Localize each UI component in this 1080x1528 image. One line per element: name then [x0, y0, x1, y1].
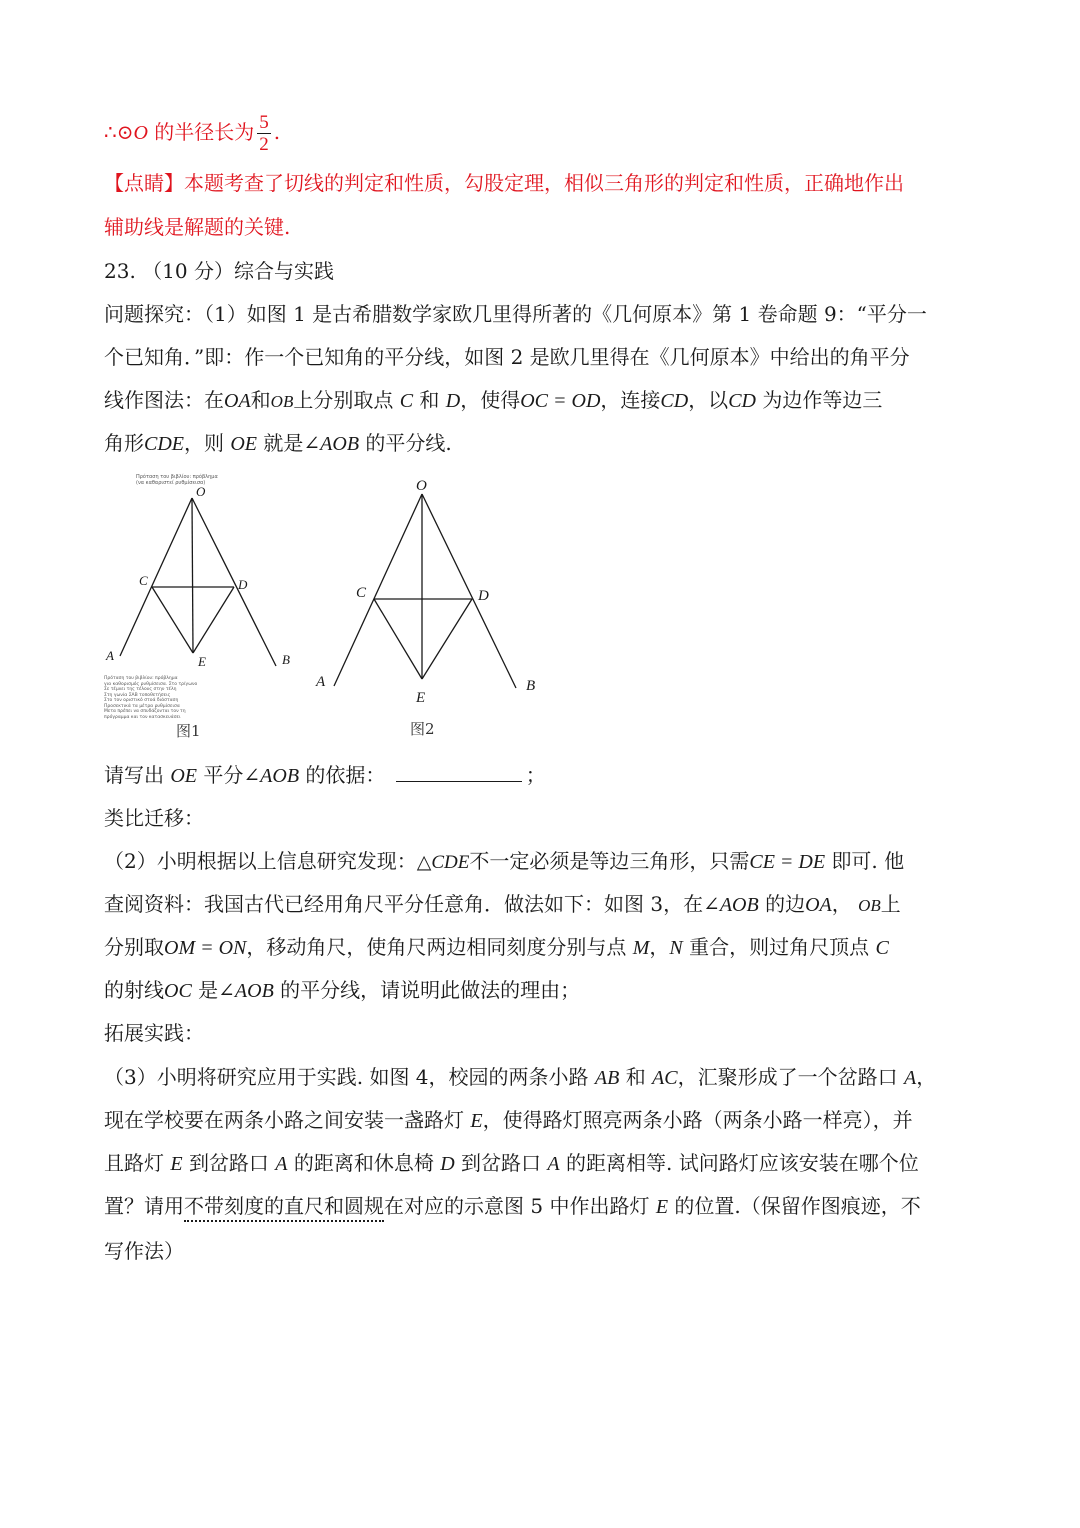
analogy-heading [104, 803, 204, 833]
text: 到岔路口 [461, 1151, 542, 1175]
text: ，汇聚形成了一个岔路口 [677, 1065, 898, 1089]
part1-text-a: 问题探究：（1）如图 1 是古希腊数学家欧几里得所著的《几何原本》第 1 卷命题 9：“平分一 [104, 302, 927, 326]
greek-line: Μετα πρέπει να σπυδάζονται τον τη [104, 709, 186, 714]
math-a: A [903, 1067, 917, 1089]
greek-line: Πρόταση του βιβλίου: πρόβλημα [136, 474, 218, 480]
ray-ob [192, 498, 276, 666]
math-d: D [440, 1153, 455, 1175]
text: ，使得路灯照亮两条小路（两条小路一样亮），并 [482, 1108, 913, 1132]
text: 的距离相等. 试问路灯应该安装在哪个位 [565, 1151, 919, 1175]
label-d: D [238, 577, 248, 592]
part1-text-b: 个已知角．”即：作一个已知角的平分线，如图 2 是欧几里得在《几何原本》中给出的角平分 [104, 345, 910, 369]
math-oc-eq-od: OC = OD [520, 390, 601, 412]
text: 写作法） [104, 1239, 184, 1263]
math-e: E [170, 1153, 183, 1175]
text: ，以 [688, 388, 729, 412]
tip-text-2: 辅助线是解题的关键. [104, 215, 291, 239]
answer-blank[interactable] [396, 761, 522, 782]
part3-line-c [104, 1148, 919, 1179]
greek-line: πρόγραμμα και τον κατασκευάσει [104, 714, 181, 720]
text: 的平分线，请说明此做法的理由； [280, 978, 581, 1002]
text: ，移动角尺，使角尺两边相同刻度分别与点 [246, 935, 627, 959]
math-m: M [632, 937, 650, 959]
part2-line-b [104, 889, 901, 921]
text: 的距离和休息椅 [293, 1151, 434, 1175]
fraction-five-halves [257, 112, 271, 155]
text: 查阅资料：我国古代已经用角尺平分任意角．做法如下：如图 3，在∠ [104, 892, 720, 916]
math-ce-eq-de: CE = DE [749, 851, 826, 873]
math-a: A [275, 1153, 288, 1175]
math-e: E [470, 1110, 483, 1132]
emphasized-tools: 不带刻度的直尺和圆规 [184, 1194, 384, 1222]
text: 在对应的示意图 5 中作出路灯 [384, 1194, 650, 1218]
math-cde: CDE [144, 433, 184, 455]
math-oa: OA [224, 390, 251, 412]
text: 即可. 他 [831, 849, 905, 873]
label-c: C [139, 573, 148, 588]
part2-line-d [104, 975, 580, 1006]
label-e: E [198, 654, 206, 669]
text: 不一定必须是等边三角形，只需 [469, 849, 750, 873]
label-o: O [416, 478, 427, 494]
text: 置？请用 [104, 1194, 184, 1218]
question-heading-text: 23. （10 分）综合与实践 [104, 259, 334, 283]
text: 的位置.（保留作图痕迹，不 [674, 1194, 921, 1218]
label-c: C [356, 585, 367, 601]
ray-ob [422, 494, 516, 688]
bisector-oe [192, 498, 193, 653]
label-a: A [316, 674, 326, 690]
label-d: D [478, 588, 489, 604]
segment-de [193, 587, 234, 653]
conclusion-line [104, 112, 280, 155]
math-oc: OC [164, 980, 192, 1002]
segment-de [422, 599, 472, 679]
text: ，使得 [460, 388, 521, 412]
figure-1-caption: 图1 [176, 722, 201, 740]
tip-line-2 [104, 212, 290, 242]
math-c: C [875, 937, 889, 959]
math-a: A [547, 1153, 560, 1175]
math-aob: AOB [320, 433, 360, 455]
text: 线作图法：在 [104, 388, 224, 412]
part2-line-a [104, 846, 904, 878]
circle-o: ⊙O [116, 122, 148, 144]
text: 平分∠ [203, 763, 261, 787]
text: ， [649, 935, 670, 959]
text: 上 [880, 892, 901, 916]
math-c: C [399, 390, 414, 412]
math-oa: OA [805, 894, 832, 916]
text: 是∠ [198, 978, 235, 1002]
math-ab: AB [594, 1067, 620, 1089]
figure-1-greek-bottom [104, 676, 197, 720]
text: ； [525, 763, 546, 787]
fraction-numerator: 5 [259, 112, 269, 133]
part2-line-c [104, 932, 889, 963]
label-e: E [416, 690, 426, 706]
text: （3）小明将研究应用于实践. 如图 4，校园的两条小路 [104, 1065, 589, 1089]
text: ，则 [184, 431, 224, 455]
greek-line: Σε τέμνει της τέλους στην τέλη [104, 687, 177, 692]
part1-line-a [104, 299, 927, 329]
greek-line: για καθορισμός ρυθμίσεισα. Στο τρίγωνο [104, 681, 198, 687]
math-triangle-cde: △CDE [416, 852, 470, 873]
text: 的平分线. [365, 431, 452, 455]
math-ob: OB [270, 392, 294, 411]
therefore-symbol: ∴ [104, 120, 117, 144]
math-oe: OE [230, 433, 258, 455]
question-1-prompt [104, 760, 546, 791]
text: （2）小明根据以上信息研究发现： [104, 849, 417, 873]
math-aob: AOB [260, 765, 300, 787]
text: 和 [419, 388, 440, 412]
text: ， [916, 1065, 937, 1089]
text: 且路灯 [104, 1151, 164, 1175]
label-b: B [526, 678, 536, 694]
greek-line: Στο τον οριστικό στοά διάσταση [104, 698, 179, 703]
math-cd: CD [728, 390, 756, 412]
text: 和 [250, 388, 271, 412]
part3-line-e [104, 1236, 184, 1266]
figure-2 [310, 470, 550, 742]
text: 的依据： [305, 763, 386, 787]
math-aob: AOB [234, 980, 274, 1002]
question-23-heading [104, 256, 334, 286]
period: . [273, 120, 281, 144]
segment-ce [374, 599, 422, 679]
part1-line-c [104, 385, 882, 417]
figure-2-caption: 图2 [410, 720, 435, 738]
text: 上分别取点 [293, 388, 394, 412]
label-a: A [106, 648, 114, 663]
tip-bracket: 【点睛】 [104, 171, 184, 195]
math-cd: CD [660, 390, 689, 412]
text: 到岔路口 [188, 1151, 269, 1175]
figure-2-diagram [310, 470, 550, 710]
part1-line-b [104, 342, 910, 372]
text: 为边作等边三 [762, 388, 883, 412]
text: 重合，则过角尺顶点 [689, 935, 870, 959]
text: 的边 [765, 892, 806, 916]
math-aob: AOB [719, 894, 759, 916]
segment-ce [152, 587, 193, 653]
section-label: 拓展实践： [104, 1021, 204, 1045]
section-label: 类比迁移： [104, 806, 204, 830]
part1-line-d [104, 428, 452, 459]
figure-1 [104, 470, 304, 742]
label-o: O [196, 484, 206, 499]
text: 现在学校要在两条小路之间安装一盏路灯 [104, 1108, 464, 1132]
text: 的射线 [104, 978, 164, 1002]
greek-line: Προσεκτικά τα μέτρα ρυθμίσεισα [104, 703, 180, 709]
text: 角形 [104, 431, 144, 455]
greek-line: Πρόταση του βιβλίου: πρόβλημα [104, 676, 178, 681]
greek-line: Στη γωνία ΣΑΒ τοποθετήσεις [104, 692, 171, 698]
tip-text: 本题考查了切线的判定和性质，勾股定理，相似三角形的判定和性质，正确地作出 [184, 171, 904, 195]
tip-line-1 [104, 168, 904, 198]
math-om-eq-on: OM = ON [164, 937, 247, 959]
math-oe: OE [170, 765, 198, 787]
greek-line: (να καθαριστεί ρυθμίσεισα) [136, 480, 206, 486]
math-e: E [655, 1196, 669, 1218]
text: 分别取 [104, 935, 164, 959]
math-n: N [669, 937, 683, 959]
text: 就是∠ [263, 431, 321, 455]
part3-line-a [104, 1062, 936, 1093]
fraction-denominator: 2 [259, 134, 269, 155]
ray-oa [120, 498, 192, 656]
math-ac: AC [652, 1067, 678, 1089]
figure-1-diagram [104, 470, 304, 710]
label-b: B [282, 652, 290, 667]
extension-heading [104, 1018, 204, 1048]
math-ob: OB [858, 896, 881, 915]
text: ， [831, 892, 852, 916]
text: 请写出 [104, 763, 164, 787]
text: ，连接 [600, 388, 661, 412]
text: 和 [625, 1065, 646, 1089]
conclusion-text: 的半径长为 [154, 120, 255, 144]
part3-line-d [104, 1191, 921, 1222]
part3-line-b [104, 1105, 913, 1136]
math-d: D [445, 390, 461, 412]
